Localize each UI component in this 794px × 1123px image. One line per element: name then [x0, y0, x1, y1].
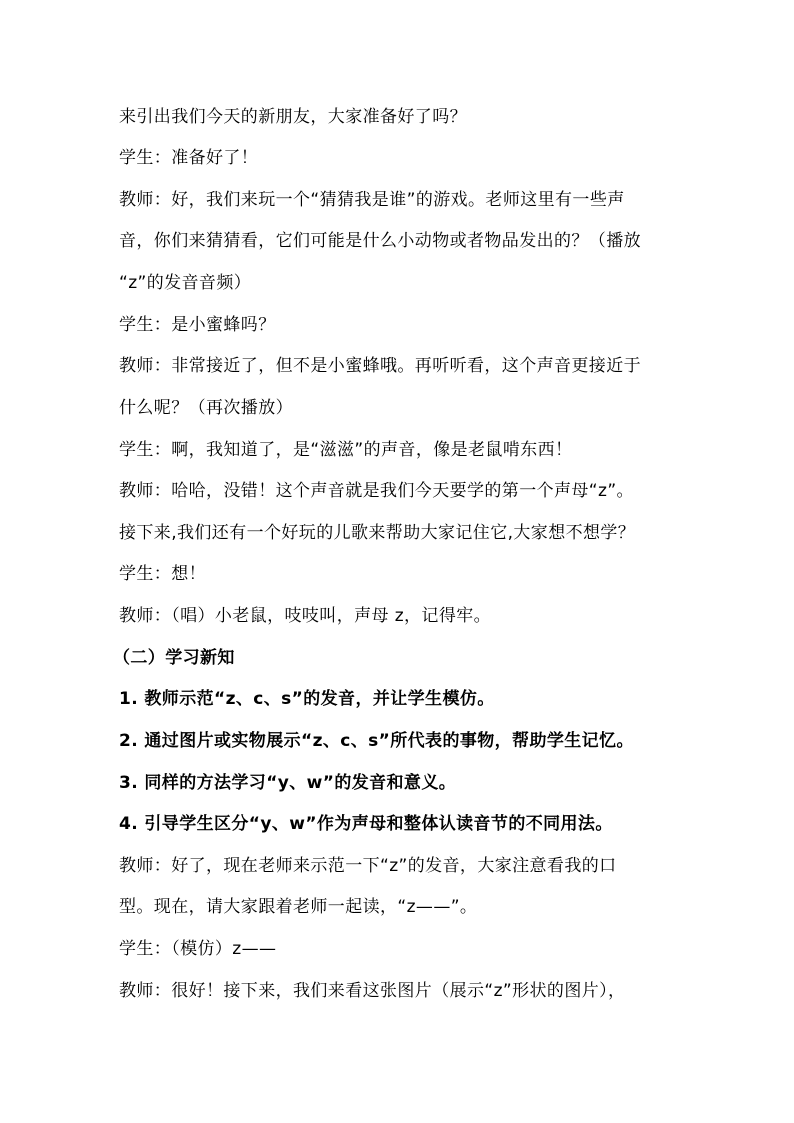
text-line: 学生：准备好了！ [119, 148, 259, 168]
text-line: 学生：（模仿）z—— [119, 939, 277, 959]
text-line: 学生：啊，我知道了，是“滋滋”的声音，像是老鼠啃东西！ [119, 440, 573, 460]
text-line: 教师：哈哈，没错！这个声音就是我们今天要学的第一个声母“z”。 [119, 481, 634, 501]
text-line: 型。现在，请大家跟着老师一起读，“z——”。 [119, 897, 478, 917]
text-line: 教师：很好！接下来，我们来看这张图片（展示“z”形状的图片）， [119, 981, 626, 1001]
text-line: 教师：好了，现在老师来示范一下“z”的发音，大家注意看我的口 [119, 856, 617, 876]
section-heading: （二）学习新知 [113, 648, 235, 668]
text-line: 教师：好，我们来玩一个“猜猜我是谁”的游戏。老师这里有一些声 [119, 190, 625, 210]
text-line: “z”的发音音频） [119, 273, 252, 293]
text-line: 教师：（唱）小老鼠，吱吱叫，声母 z，记得牢。 [119, 606, 492, 626]
list-item: 3. 同样的方法学习“y、w”的发音和意义。 [119, 773, 457, 793]
list-item: 2. 通过图片或实物展示“z、c、s”所代表的事物，帮助学生记忆。 [119, 731, 634, 751]
text-line: 学生：想！ [119, 564, 206, 584]
list-item: 1. 教师示范“z、c、s”的发音，并让学生模仿。 [119, 689, 495, 709]
text-line: 学生：是小蜜蜂吗？ [119, 315, 276, 335]
text-line: 音，你们来猜猜看，它们可能是什么小动物或者物品发出的？（播放 [119, 231, 641, 251]
text-line: 来引出我们今天的新朋友，大家准备好了吗？ [119, 107, 467, 127]
text-line: 什么呢？（再次播放） [119, 398, 293, 418]
text-line: 教师：非常接近了，但不是小蜜蜂哦。再听听看，这个声音更接近于 [119, 356, 641, 376]
list-item: 4. 引导学生区分“y、w”作为声母和整体认读音节的不同用法。 [119, 814, 613, 834]
text-line: 接下来,我们还有一个好玩的儿歌来帮助大家记住它,大家想不想学？ [119, 523, 636, 543]
